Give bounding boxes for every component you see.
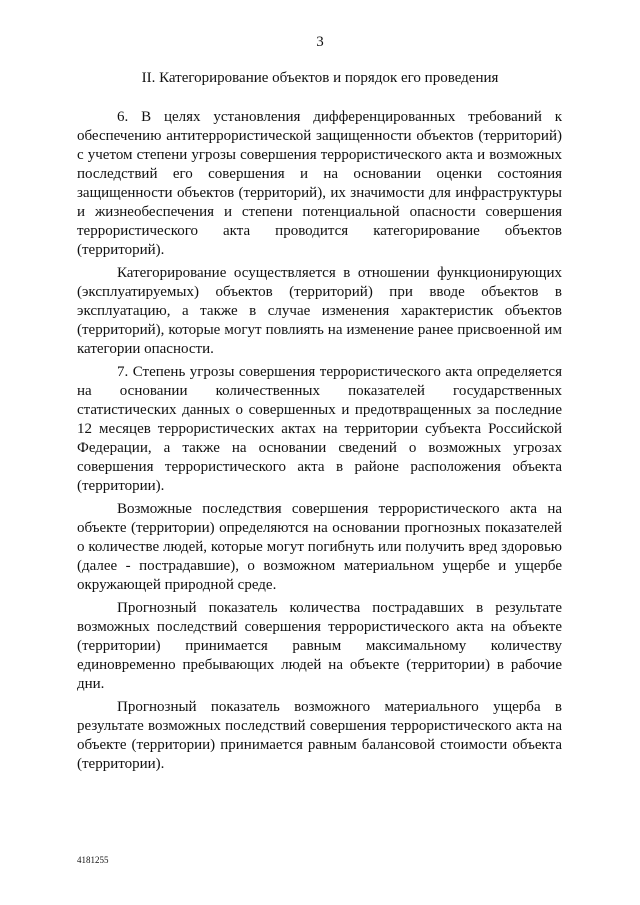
paragraph-casualties-forecast: Прогнозный показатель количества пострадавших в результате возможных последствий совершения террористического акта на объекте (территории) принимается равным максимальному количеству единовременно пребывающих людей на объекте (территории) в рабочие дни. bbox=[77, 600, 562, 692]
paragraph-material-damage-forecast: Прогнозный показатель возможного материального ущерба в результате возможных последствий совершения террористического акта на объекте (территории) принимается равным балансовой стоимости объекта (территории). bbox=[77, 699, 562, 772]
document-code: 4181255 bbox=[77, 855, 109, 865]
section-heading: II. Категорирование объектов и порядок его проведения bbox=[141, 70, 499, 86]
page-number: 3 bbox=[316, 34, 324, 50]
paragraph-possible-consequences: Возможные последствия совершения террористического акта на объекте (территории) определяются на основании прогнозных показателей о количестве людей, которые могут погибнуть или получить вред здоровью (далее - пострадавшие), о возможном материальном ущербе и ущербе окружающей природной среде. bbox=[77, 501, 562, 593]
paragraph-6: 6. В целях установления дифференцированных требований к обеспечению антитеррористической защищенности объектов (территорий) с учетом степени угрозы совершения террористического акта и возможных последствий его совершения и на основании оценки состояния защищенности объектов (территорий), их значимости для инфраструктуры и жизнеобеспечения и степени потенциальной опасности совершения террористического акта проводится категорирование объектов (территорий). bbox=[77, 109, 562, 258]
paragraph-categorization-scope: Категорирование осуществляется в отношении функционирующих (эксплуатируемых) объектов (территорий) при вводе объектов в эксплуатацию, а также в случае изменения характеристик объектов (территорий), которые могут повлиять на изменение ранее присвоенной им категории опасности. bbox=[77, 265, 562, 357]
paragraph-7: 7. Степень угрозы совершения террористического акта определяется на основании количественных показателей государственных статистических данных о совершенных и предотвращенных за последние 12 месяцев террористических актах на территории субъекта Российской Федерации, а также на основании сведений о возможных угрозах совершения террористического акта в районе расположения объекта (территории). bbox=[77, 364, 562, 494]
document-body bbox=[77, 108, 562, 778]
